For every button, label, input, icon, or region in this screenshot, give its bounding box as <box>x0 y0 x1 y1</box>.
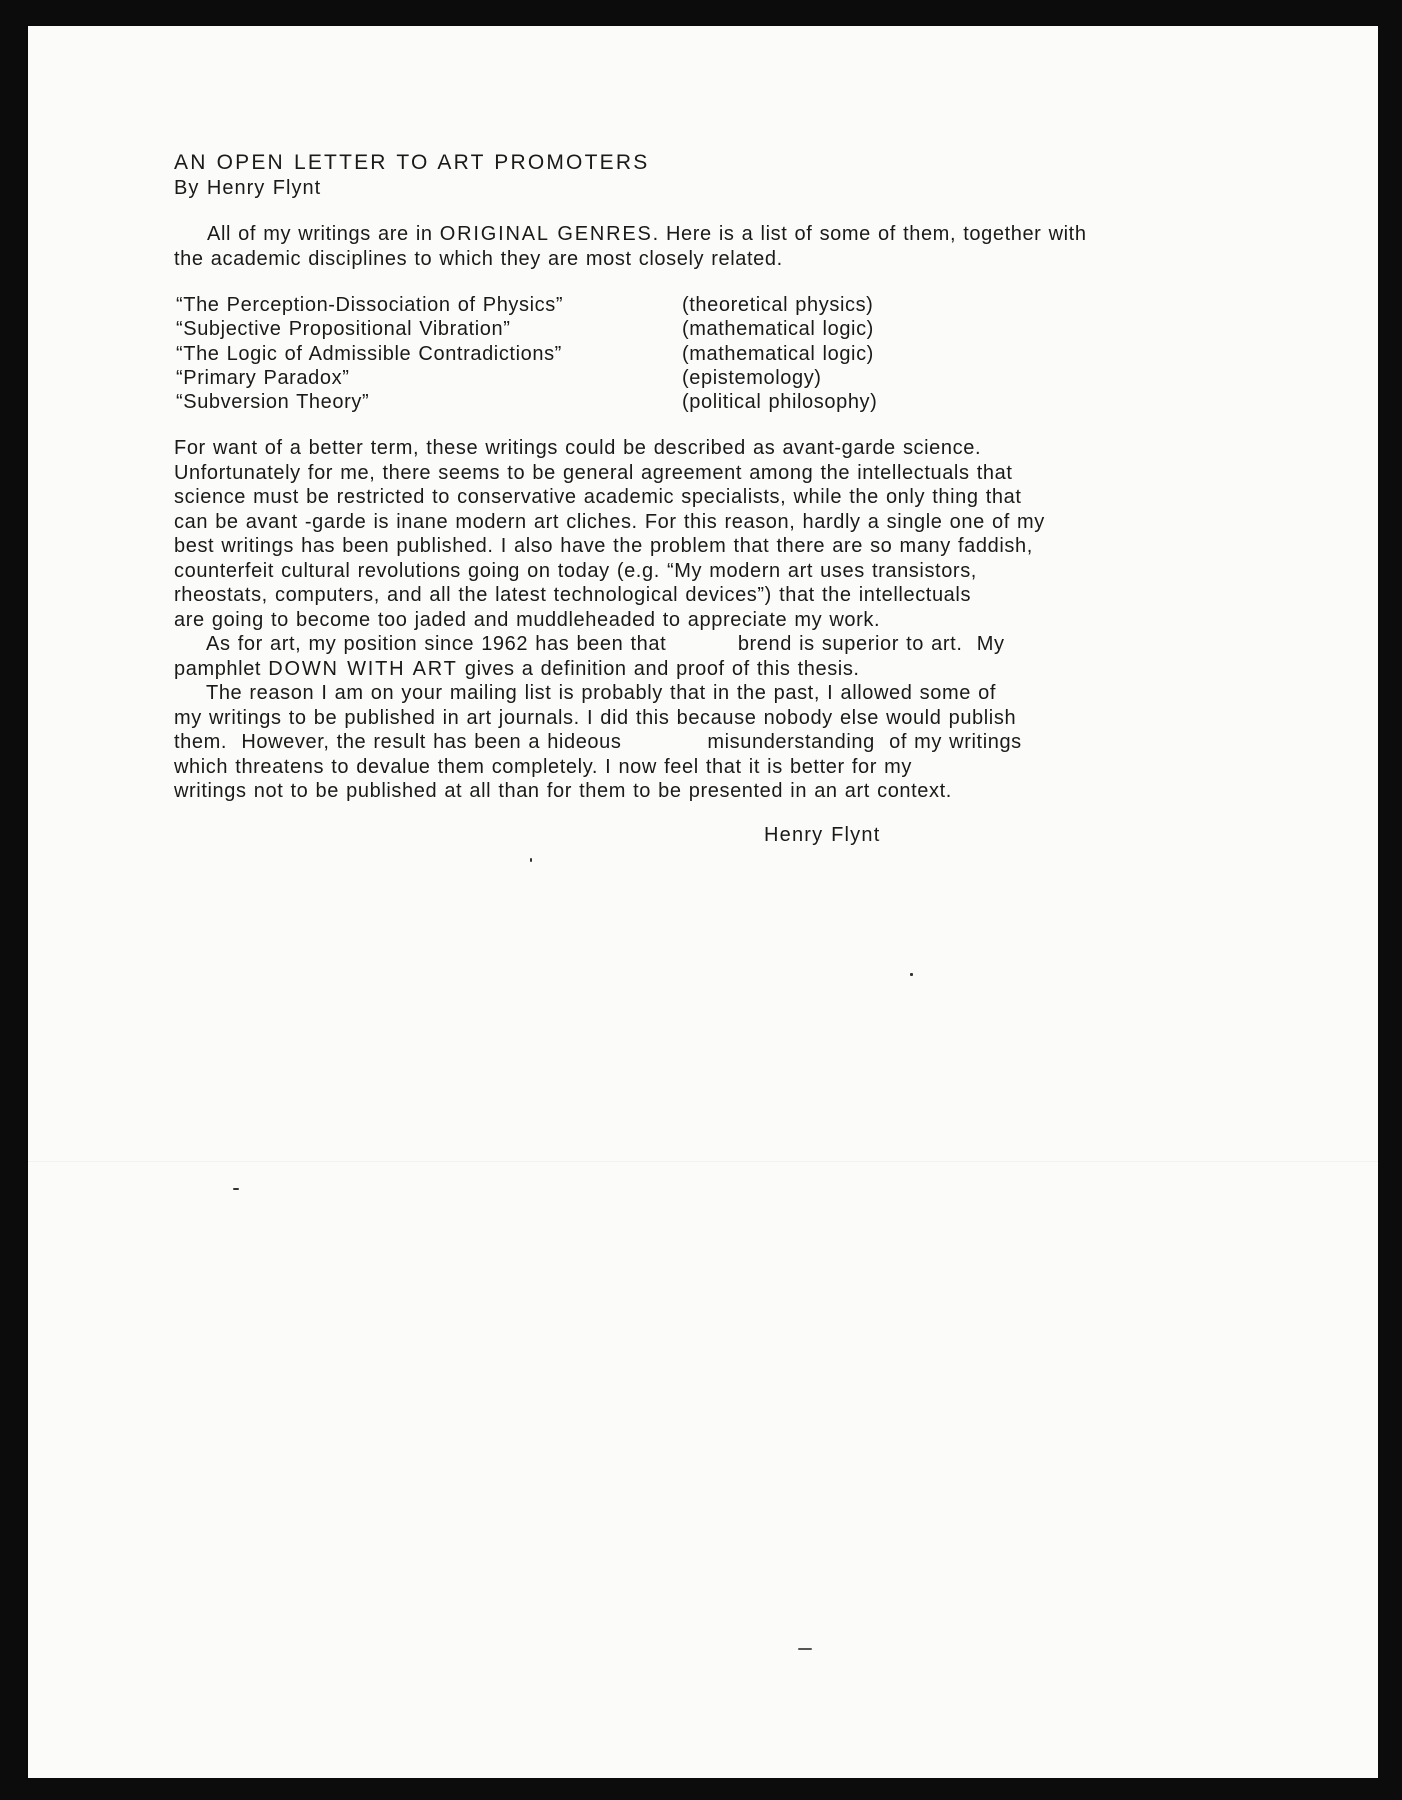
paper-speck <box>798 1648 812 1650</box>
text-line: best writings has been published. I also have the problem that there are so many faddish, <box>174 535 1033 558</box>
pamphlet-text-start: pamphlet <box>174 657 269 680</box>
work-title: “The Logic of Admissible Contradictions” <box>176 342 562 365</box>
letter-page <box>28 26 1378 1778</box>
work-row <box>176 293 1114 317</box>
text-line: writings not to be published at all than for them to be presented in an art context. <box>174 780 952 803</box>
text-line: counterfeit cultural revolutions going on today (e.g. “My modern art uses transistors, <box>174 559 977 582</box>
paper-fold-line <box>28 1161 1378 1162</box>
work-discipline: (epistemology) <box>682 366 822 389</box>
paragraph-art-position <box>174 632 1114 681</box>
text-line: As for art, my position since 1962 has been that brend is superior to art. My <box>206 633 1005 656</box>
paper-speck <box>530 858 532 862</box>
letter-body <box>174 150 1114 847</box>
work-title: “Subjective Propositional Vibration” <box>176 318 511 341</box>
text-line: science must be restricted to conservative academic specialists, while the only thing that <box>174 486 1022 509</box>
work-title: “Subversion Theory” <box>176 391 370 414</box>
intro-paragraph <box>174 222 1114 271</box>
work-row <box>176 342 1114 366</box>
work-title: “The Perception-Dissociation of Physics” <box>176 294 564 316</box>
signature: Henry Flynt <box>764 823 881 846</box>
intro-text-end: . Here is a list of some of them, together with the academic disciplines to which they are most closely related. <box>174 223 1087 270</box>
text-line: can be avant -garde is inane modern art cliches. For this reason, hardly a single one of my <box>174 510 1045 533</box>
text-line: them. However, the result has been a hideous misunderstanding of my writings <box>174 731 1022 754</box>
work-discipline: (mathematical logic) <box>682 342 874 365</box>
works-list <box>176 293 1114 414</box>
paragraph-mailing-list <box>174 681 1114 804</box>
text-line: rheostats, computers, and all the latest technological devices”) that the intellectuals <box>174 584 972 607</box>
pamphlet-text-end: gives a definition and proof of this thesis. <box>457 657 860 680</box>
work-row <box>176 317 1114 341</box>
text-line: which threatens to devalue them completely. I now feel that it is better for my <box>174 755 913 778</box>
work-title: “Primary Paradox” <box>176 366 350 389</box>
text-line: Unfortunately for me, there seems to be general agreement among the intellectuals that <box>174 461 1013 484</box>
text-line: my writings to be published in art journals. I did this because nobody else would publish <box>174 706 1017 729</box>
paragraph-avant-garde-science <box>174 436 1114 632</box>
text-line: For want of a better term, these writings could be described as avant-garde science. <box>174 437 982 460</box>
work-discipline: (theoretical physics) <box>682 294 874 316</box>
paper-speck <box>910 973 913 976</box>
text-line <box>174 657 1114 682</box>
intro-emphasis: ORIGINAL GENRES <box>439 223 653 245</box>
work-discipline: (mathematical logic) <box>682 318 874 341</box>
letter-byline: By Henry Flynt <box>174 177 322 199</box>
pamphlet-title: DOWN WITH ART <box>268 657 458 680</box>
text-line: The reason I am on your mailing list is probably that in the past, I allowed some of <box>206 682 996 705</box>
paper-speck <box>233 1188 239 1190</box>
intro-text-start: All of my writings are in <box>207 223 440 245</box>
work-row <box>176 366 1114 390</box>
text-line: are going to become too jaded and muddleheaded to appreciate my work. <box>174 608 881 631</box>
work-row <box>176 390 1114 414</box>
work-discipline: (political philosophy) <box>682 391 878 414</box>
letter-title: AN OPEN LETTER TO ART PROMOTERS <box>174 151 650 174</box>
